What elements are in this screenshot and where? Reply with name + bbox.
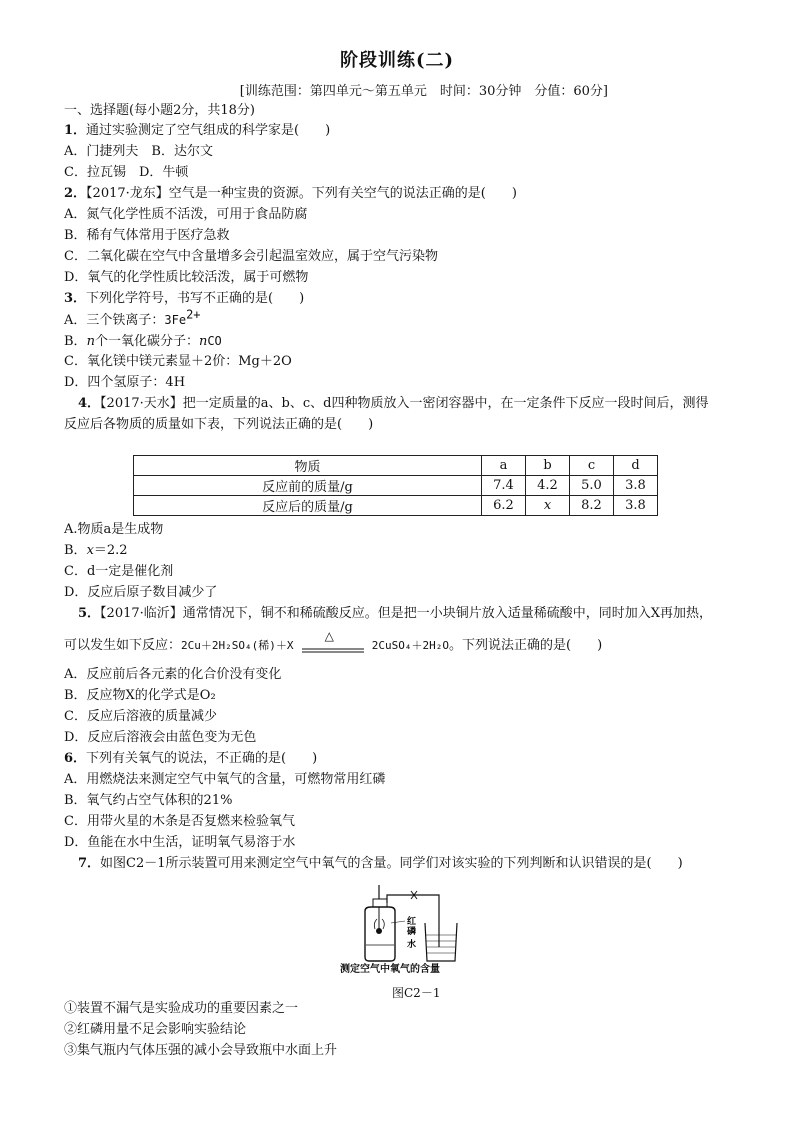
label-red: 红 [407,917,417,927]
table-row [134,496,658,516]
question-stem: 下列有关氧气的说法，不正确的是( ) [86,751,318,766]
table-cell: x [526,496,570,516]
question-stem: 【2017·龙东】空气是一种宝贵的资源。下列有关空气的说法正确的是( ) [86,186,517,201]
table-cell: a [482,456,526,476]
q4-stem-continued: 反应后各物质的质量如下表，下列说法正确的是( ) [64,417,374,432]
question-stem: 通过实验测定了空气组成的科学家是( ) [86,123,331,138]
question-6 [64,750,317,768]
option-text: 。下列说法正确的是( ) [449,638,603,653]
q5-option-b: B．反应物X的化学式是O₂ [64,688,216,703]
formula: CO [207,334,222,348]
option-text: B． [64,543,87,558]
variable-n: n [198,334,208,349]
table-cell: 4.2 [526,476,570,496]
q2-option-c: C．二氧化碳在空气中含量增多会引起温室效应，属于空气污染物 [64,249,438,264]
question-number: 6． [64,751,87,766]
q3-option-a [64,307,201,330]
equation-right: 2CuSO₄＋2H₂O [371,639,450,652]
question-7 [64,855,683,873]
label-phosphorus: 磷 [407,927,417,937]
option-text: ＝2.2 [93,543,128,558]
mass-table [133,455,658,516]
q1-options-cd: C．拉瓦锡 D．牛顿 [64,165,189,180]
table-cell: b [526,456,570,476]
question-number: 5． [78,606,101,621]
q4-option-a: A.物质a是生成物 [64,522,164,537]
table-cell: 5.0 [570,476,614,496]
question-number: 4． [78,396,101,411]
question-number: 3． [64,291,87,306]
equation-left: 2Cu＋2H₂SO₄(稀)＋X [181,639,294,652]
table-row [134,456,658,476]
table-cell: 反应后的质量/g [134,496,482,516]
question-4 [64,395,708,413]
option-text: 可以发生如下反应： [64,638,182,653]
training-scope: [训练范围：第四单元～第五单元 时间：30分钟 分值：60分] [239,84,608,99]
question-stem: 【2017·天水】把一定质量的a、b、c、d四种物质放入一密闭容器中，在一定条件下反应一段时间后，测得 [100,396,709,411]
variable-x: x [86,543,94,558]
q6-option-b: B．氧气约占空气体积的21% [64,793,233,808]
q5-option-a: A．反应前后各元素的化合价没有变化 [64,667,282,682]
q7-statement-2: ②红磷用量不足会影响实验结论 [64,1022,247,1037]
question-stem: 下列化学符号，书写不正确的是( ) [86,291,305,306]
q4-option-d: D．反应后原子数目减少了 [64,585,218,600]
table-cell: 7.4 [482,476,526,496]
variable-n: n [86,334,95,349]
q3-option-c: C．氧化镁中镁元素显＋2价：Mg＋2O [64,354,292,369]
double-line-icon [298,639,368,657]
option-text: B． [64,334,87,349]
question-stem: 如图C2－1所示装置可用来测定空气中氧气的含量。同学们对该实验的下列判断和认识错误的是( ) [100,856,683,871]
option-text: 个一氧化碳分子： [94,334,199,349]
question-stem: 【2017·临沂】通常情况下，铜不和稀硫酸反应。但是把一小块铜片放入适量稀硫酸中，同时加入X再加热， [100,606,713,621]
charge: 2+ [186,307,201,322]
figure-id: 图C2－1 [392,986,441,1000]
table-cell: 6.2 [482,496,526,516]
page-title: 阶段训练(二) [339,50,455,71]
question-number: 1． [64,123,87,138]
question-3 [64,290,304,308]
q6-option-a: A．用燃烧法来测定空气中氧气的含量，可燃物常用红磷 [64,772,386,787]
reaction-arrow [298,628,368,655]
q4-option-b [64,542,128,560]
reaction-equation-line [64,628,603,655]
q2-option-d: D．氧气的化学性质比较活泼，属于可燃物 [64,270,309,285]
q6-option-c: C．用带火星的木条是否复燃来检验氧气 [64,814,295,829]
table-cell: 3.8 [614,476,658,496]
figure-caption: 测定空气中氧气的含量 [340,964,440,975]
table-cell: 反应前的质量/g [134,476,482,496]
option-text: A．三个铁离子： [64,313,165,328]
q4-option-c: C．d一定是催化剂 [64,564,174,579]
table-cell: 物质 [134,456,482,476]
table-cell: d [614,456,658,476]
table-cell: 3.8 [614,496,658,516]
question-1 [64,122,330,140]
table-cell: c [570,456,614,476]
table-row [134,476,658,496]
question-number: 7． [78,856,101,871]
q5-option-d: D．反应后溶液会由蓝色变为无色 [64,730,257,745]
question-2 [64,185,517,203]
q3-option-b [64,332,222,351]
heat-symbol: △ [324,628,334,643]
q2-option-b: B．稀有气体常用于医疗急救 [64,228,230,243]
question-5 [64,605,712,623]
table-cell: 8.2 [570,496,614,516]
q6-option-d: D．鱼能在水中生活，证明氧气易溶于水 [64,835,296,850]
q2-option-a: A．氮气化学性质不活泼，可用于食品防腐 [64,207,308,222]
q1-options-ab: A．门捷列夫 B．达尔文 [64,144,213,159]
label-water: 水 [407,940,417,950]
section-heading: 一、选择题(每小题2分，共18分) [64,103,255,118]
q5-option-c: C．反应后溶液的质量减少 [64,709,217,724]
q3-option-d: D．四个氢原子：4H [64,375,186,390]
formula: 3Fe [164,313,187,327]
question-number: 2． [64,186,87,201]
q7-statement-3: ③集气瓶内气体压强的减小会导致瓶中水面上升 [64,1043,338,1058]
q7-statement-1: ①装置不漏气是实验成功的重要因素之一 [64,1001,299,1016]
